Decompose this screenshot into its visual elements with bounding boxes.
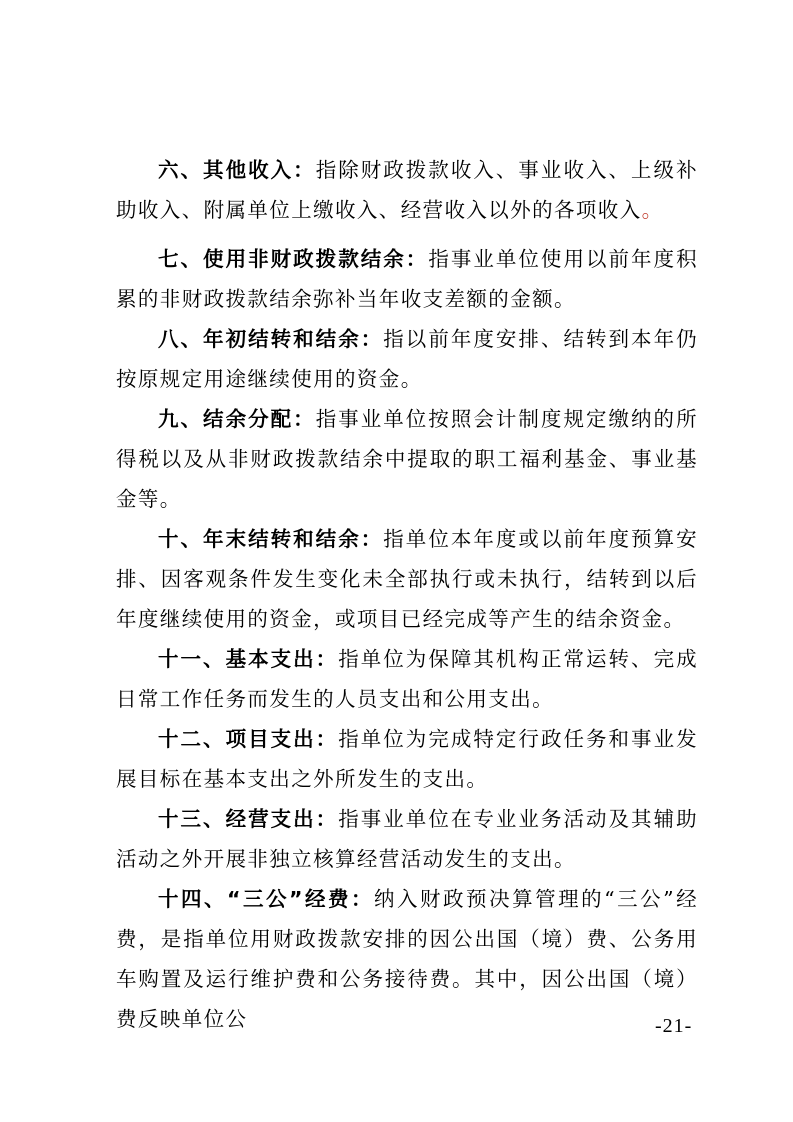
- paragraph-basic-expenditure: [116, 639, 698, 719]
- paragraph-opening-carryover: [116, 319, 698, 399]
- definition-text: 纳入财政预决算管理的“三公”经费，是指单位用财政拨款安排的因公出国（境）费、公务用车购置及运行维护费和公务接待费。其中，因公出国（境）费反映单位公: [116, 887, 698, 1031]
- document-body: [116, 150, 698, 1039]
- definition-text: 指事业单位按照会计制度规定缴纳的所得税以及从非财政拨款结余中提取的职工福利基金、事业基金等。: [116, 407, 698, 511]
- paragraph-project-expenditure: [116, 719, 698, 799]
- page-number: -21-: [655, 1015, 693, 1037]
- paragraph-non-fiscal-surplus: [116, 239, 698, 319]
- paragraph-surplus-distribution: [116, 399, 698, 519]
- term-heading: 六、其他收入：: [158, 158, 316, 182]
- term-heading: 八、年初结转和结余：: [158, 327, 384, 351]
- definition-text: 指单位本年度或以前年度预算安排、因客观条件发生变化未全部执行或未执行，结转到以后年度继续使用的资金，或项目已经完成等产生的结余资金。: [116, 527, 698, 631]
- definition-text: 指以前年度安排、结转到本年仍按原规定用途继续使用的资金。: [116, 327, 698, 391]
- term-heading: 七、使用非财政拨款结余：: [158, 247, 429, 271]
- red-period-mark: 。: [641, 198, 664, 222]
- definition-text: 指事业单位在专业业务活动及其辅助活动之外开展非独立核算经营活动发生的支出。: [116, 807, 699, 871]
- term-heading: 九、结余分配：: [158, 407, 316, 431]
- term-heading: 十一、基本支出：: [158, 647, 339, 671]
- term-heading: 十三、经营支出：: [158, 807, 339, 831]
- definition-text: 指事业单位使用以前年度积累的非财政拨款结余弥补当年收支差额的金额。: [116, 247, 698, 311]
- paragraph-other-income: [116, 150, 698, 230]
- term-heading: 十、年末结转和结余：: [158, 527, 384, 551]
- paragraph-operating-expenditure: [116, 799, 698, 879]
- definition-text: 指单位为完成特定行政任务和事业发展目标在基本支出之外所发生的支出。: [116, 727, 699, 791]
- paragraph-closing-carryover: [116, 519, 698, 639]
- paragraph-three-public-expenses: [116, 879, 698, 1039]
- definition-text: 指除财政拨款收入、事业收入、上级补助收入、附属单位上缴收入、经营收入以外的各项收入: [116, 158, 698, 222]
- term-heading: 十二、项目支出：: [158, 727, 339, 751]
- definition-text: 指单位为保障其机构正常运转、完成日常工作任务而发生的人员支出和公用支出。: [116, 647, 699, 711]
- term-heading: 十四、“三公”经费：: [158, 887, 375, 911]
